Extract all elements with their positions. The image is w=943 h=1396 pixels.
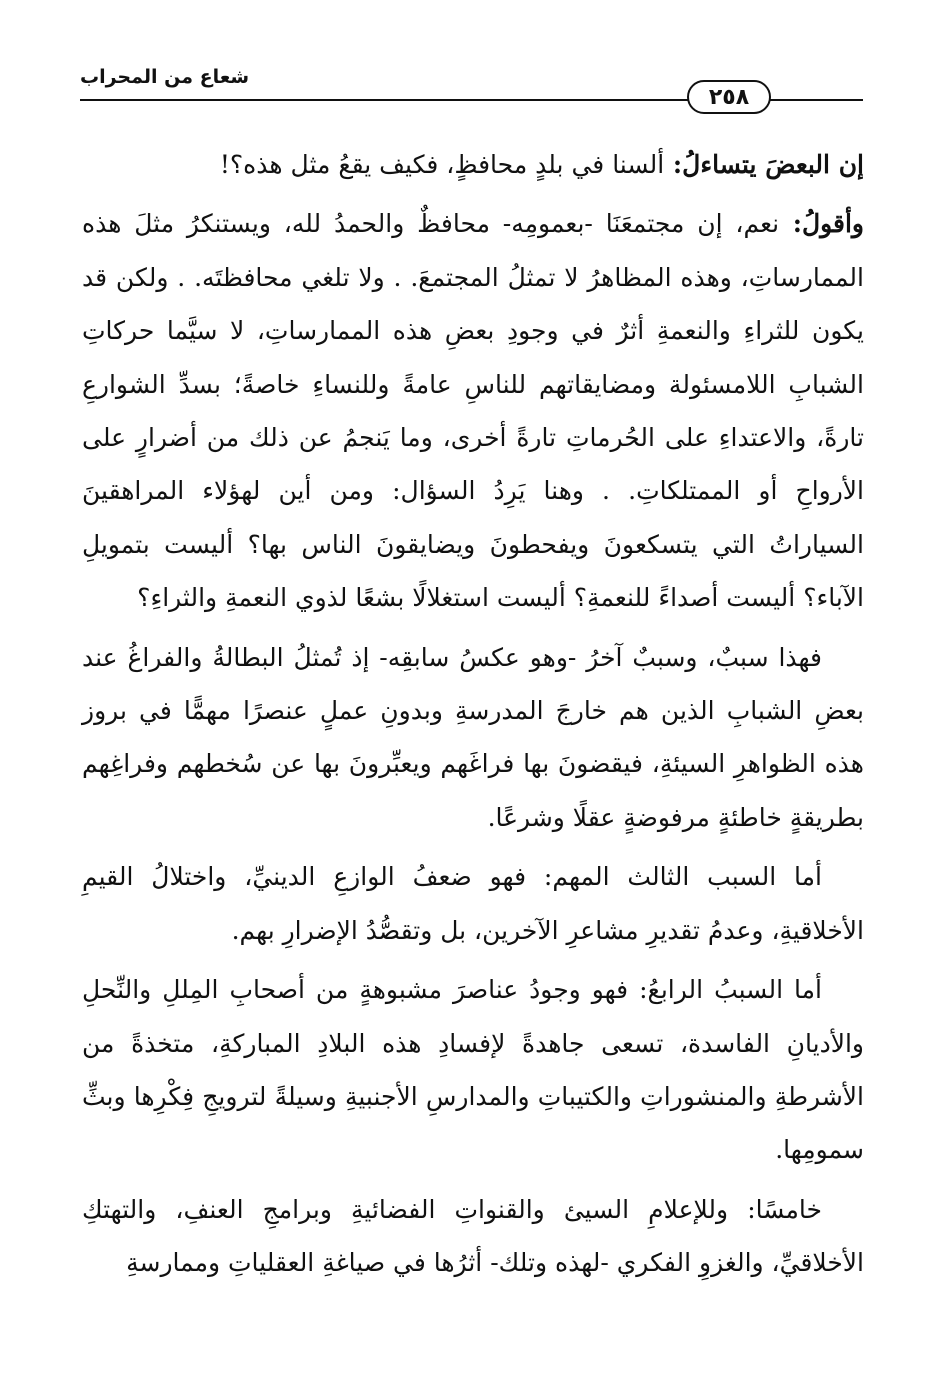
paragraph-5 <box>82 963 864 1177</box>
paragraph-text: أما السبب الثالث المهم: فهو ضعفُ الوازعِ الدينيِّ، واختلالُ القيمِ الأخلاقيةِ، وعدمُ تقديرِ مشاعرِ الآخرين، بل وتقصُّدُ الإضرارِ بهم. <box>82 862 864 945</box>
paragraph-2 <box>82 197 864 624</box>
paragraph-text: خامسًا: وللإعلامِ السيئ والقنواتِ الفضائيةِ وبرامجِ العنفِ، والتهتكِ الأخلاقيِّ، والغزوِ الفكري -لهذه وتلك- أثرُها في صياغةِ العقلياتِ وممارسةِ <box>82 1194 864 1278</box>
paragraph-text: فهذا سببٌ، وسببٌ آخرُ -وهو عكسُ سابقِه- إذ تُمثلُ البطالةُ والفراغُ عند بعضِ الشبابِ الذين هم خارجَ المدرسةِ وبدونِ عملٍ عنصرًا مهمًّا في بروز هذه الظواهرِ السيئةِ، فيقضونَ بها فراغَهم ويعبِّرونَ بها عن سُخطهم وفراغِهم بطريقةٍ خاطئةٍ مرفوضةٍ عقلًا وشرعًا. <box>82 642 864 832</box>
paragraph-6 <box>82 1183 864 1290</box>
paragraph-text: نعم، إن مجتمعَنَا -بعمومِه- محافظٌ والحمدُ لله، ويستنكرُ مثلَ هذه الممارساتِ، وهذه المظاهرُ لا تمثلُ المجتمعَ. . ولا تلغي محافظتَه. . ولكن قد يكون للثراءِ والنعمةِ أثرٌ في وجودِ بعضِ هذه الممارساتِ، لا سيَّما حركاتِ الشبابِ اللامسئولة ومضايقاتهم للناسِ عامةً وللنساءِ خاصةً؛ بسدِّ الشوارعِ تارةً، والاعتداءِ على الحُرماتِ تارةً أخرى، وما يَنجمُ عن ذلك من أضرارٍ على الأرواحِ أو الممتلكاتِ. . وهنا يَرِدُ السؤال: ومن أين لهؤلاء المراهقينَ السياراتُ التي يتسكعونَ ويفحطونَ ويضايقونَ الناس بها؟ أليست بتمويلِ الآباء؟ أليست أصداءً للنعمةِ؟ أليست استغلالًا بشعًا لذوي النعمةِ والثراءِ؟ <box>82 209 864 613</box>
page-header <box>80 60 863 110</box>
paragraph-lead: وأقولُ: <box>779 209 865 239</box>
paragraph-1 <box>82 138 864 191</box>
page-body <box>82 138 864 1290</box>
paragraph-3 <box>82 631 864 845</box>
paragraph-text: ألسنا في بلدٍ محافظٍ، فكيف يقعُ مثل هذه؟! <box>219 150 665 179</box>
paragraph-text: أما السببُ الرابعُ: فهو وجودُ عناصرَ مشبوهةٍ من أصحابِ المِللِ والنِّحلِ والأديانِ الفاسدة، تسعى جاهدةً لإفسادِ هذه البلادِ المباركةِ، متخذةً من الأشرطةِ والمنشوراتِ والكتيباتِ والمدارسِ الأجنبيةِ وسيلةً لترويجِ فِكْرِها وبثِّ سمومِها. <box>82 975 864 1165</box>
page-number: ٢٥٨ <box>687 80 771 114</box>
paragraph-lead: إن البعضَ يتساءلُ: <box>664 150 864 179</box>
running-title: شعاع من المحراب <box>80 66 250 88</box>
paragraph-4 <box>82 850 864 957</box>
